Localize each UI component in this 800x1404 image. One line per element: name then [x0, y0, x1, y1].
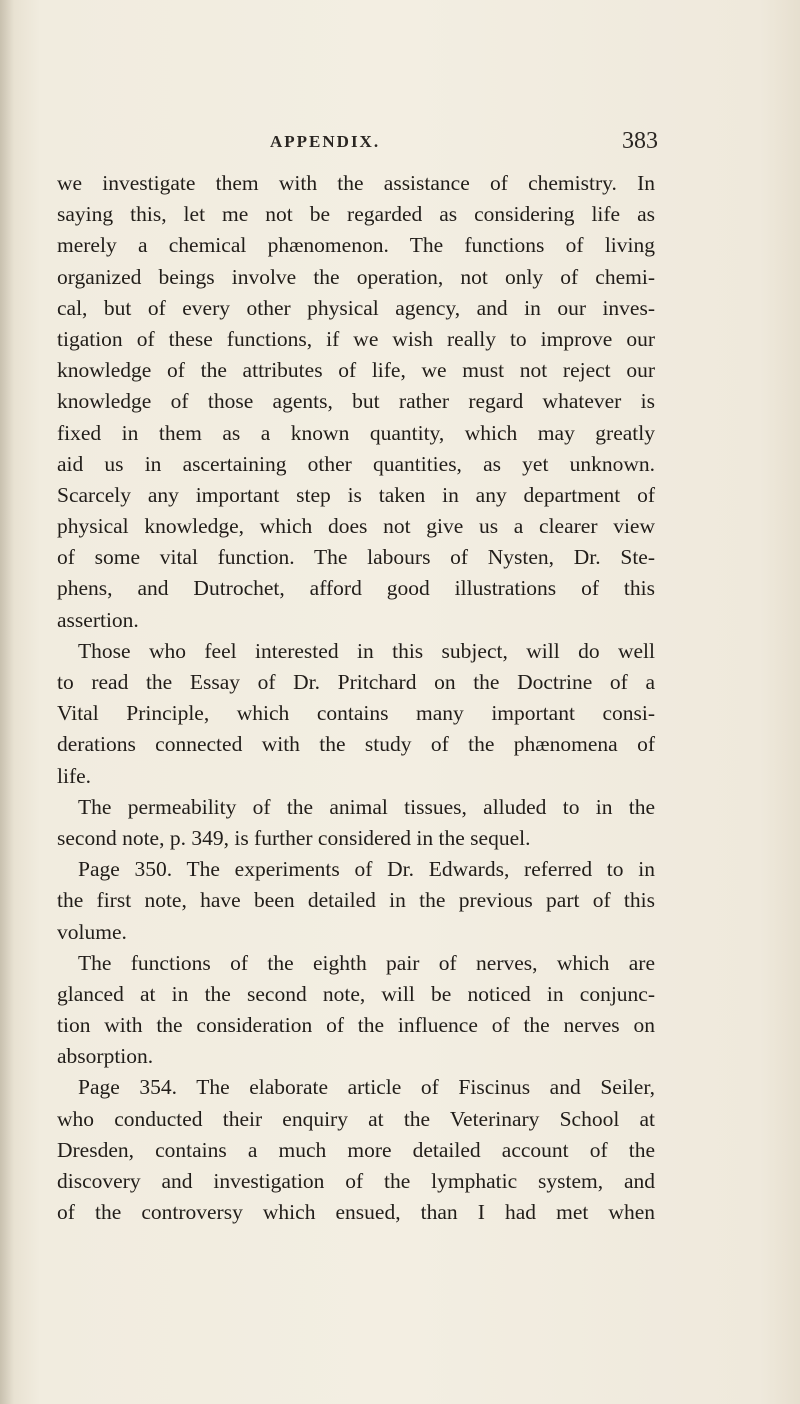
text-line: Those who feel interested in this subject, will do well — [78, 638, 655, 663]
text-line: cal, but of every other physical agency, and in our inves- — [57, 295, 655, 320]
text-line: who conducted their enquiry at the Veterinary School at — [57, 1106, 655, 1131]
text-line: tion with the consideration of the influence of the nerves on — [57, 1013, 655, 1038]
text-line: fixed in them as a known quantity, which may greatly — [57, 420, 655, 445]
text-line: volume. — [57, 919, 127, 944]
running-head — [270, 128, 658, 158]
running-title: APPENDIX. — [270, 132, 381, 151]
text-line: glanced at in the second note, will be noticed in conjunc- — [57, 981, 655, 1006]
text-line: The permeability of the animal tissues, alluded to in the — [78, 794, 655, 819]
text-line: physical knowledge, which does not give us a clearer view — [57, 514, 655, 539]
page-edge-shadow — [0, 0, 14, 1404]
text-line: we investigate them with the assistance of chemistry. In — [57, 171, 655, 195]
text-line: Vital Principle, which contains many important consi- — [57, 701, 655, 726]
text-line: knowledge of the attributes of life, we must not reject our — [57, 358, 655, 383]
text-line: to read the Essay of Dr. Pritchard on the Doctrine of a — [57, 670, 655, 694]
text-line: aid us in ascertaining other quantities, as yet unknown. — [57, 451, 655, 476]
text-line: derations connected with the study of the phænomena of — [57, 732, 655, 757]
text-line: of the controversy which ensued, than I had met when — [57, 1200, 655, 1225]
text-line: Scarcely any important step is taken in any department of — [57, 482, 655, 507]
text-line: saying this, let me not be regarded as considering life as — [57, 202, 655, 227]
text-line: phens, and Dutrochet, afford good illustrations of this — [57, 576, 655, 601]
text-line: knowledge of those agents, but rather regard whatever is — [57, 389, 655, 414]
page-number: 383 — [622, 128, 658, 154]
text-line: merely a chemical phænomenon. The functions of living — [57, 233, 655, 258]
text-line: life. — [57, 763, 92, 788]
text-line: assertion. — [57, 607, 139, 632]
text-line: absorption. — [57, 1044, 154, 1069]
body-text — [57, 168, 655, 1228]
text-line: of some vital function. The labours of Nysten, Dr. Ste- — [57, 545, 655, 570]
text-line: Page 354. The elaborate article of Fiscinus and Seiler, — [78, 1075, 655, 1100]
text-line: organized beings involve the operation, not only of chemi- — [57, 264, 655, 289]
text-line: tigation of these functions, if we wish really to improve our — [57, 326, 655, 351]
text-line: Dresden, contains a much more detailed account of the — [57, 1137, 655, 1162]
text-line: second note, p. 349, is further considered in the sequel. — [57, 825, 531, 850]
text-line: The functions of the eighth pair of nerves, which are — [78, 950, 655, 975]
text-line: Page 350. The experiments of Dr. Edwards, referred to in — [78, 857, 655, 882]
text-line: the first note, have been detailed in the previous part of this — [57, 888, 655, 913]
text-line: discovery and investigation of the lymphatic system, and — [57, 1169, 655, 1193]
